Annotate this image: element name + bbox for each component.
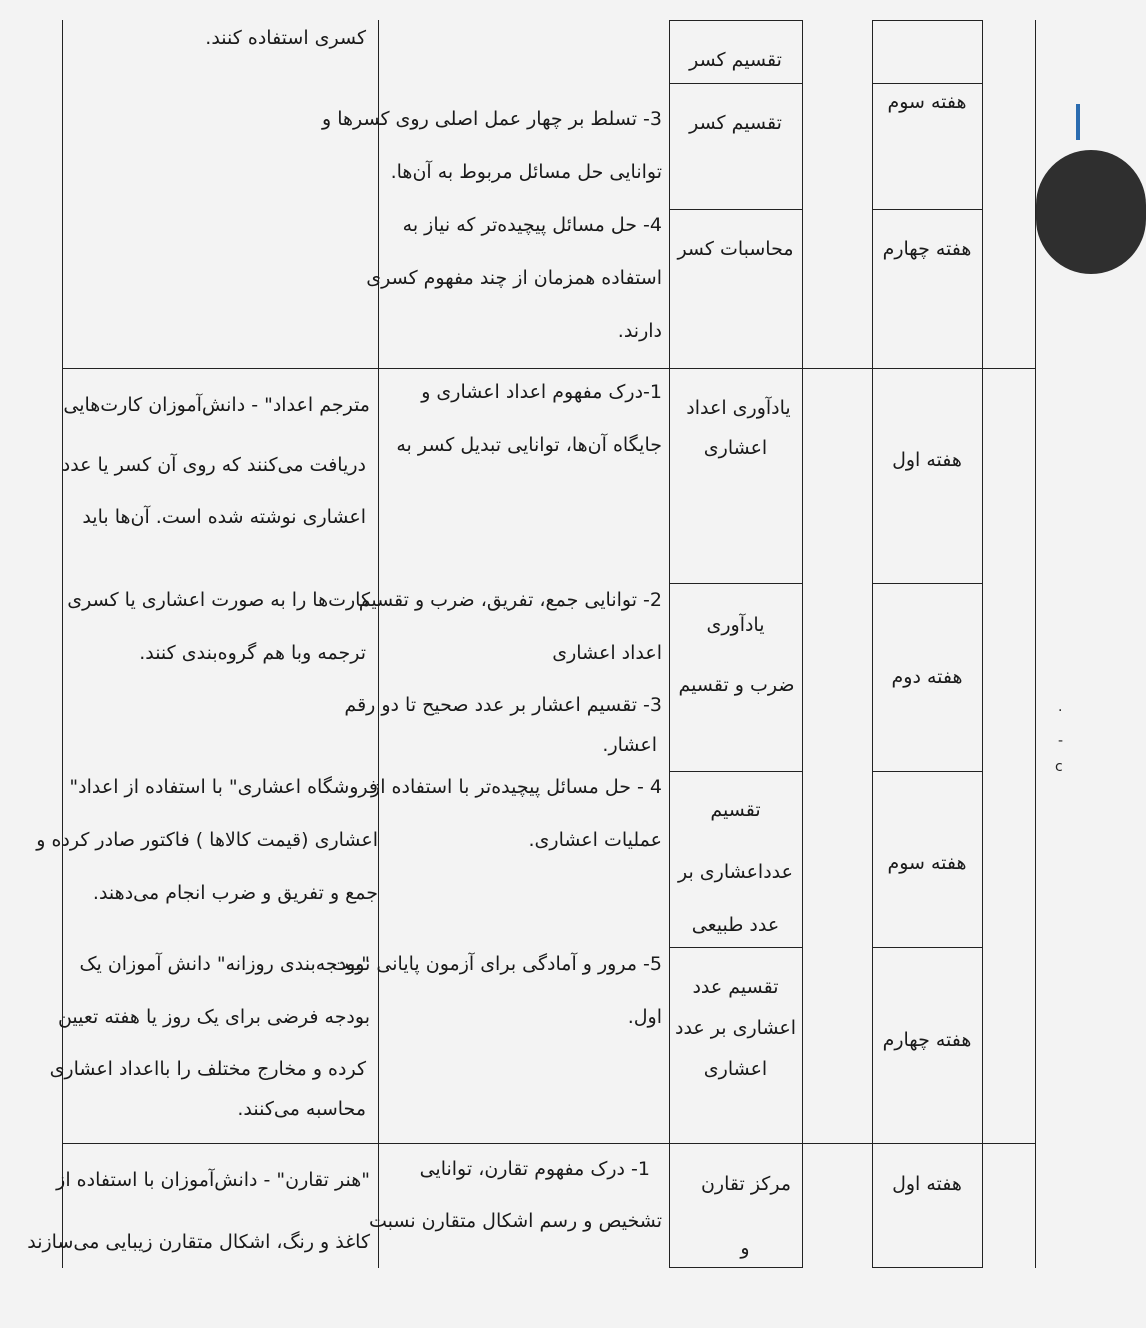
activity-line: دریافت می‌کنند که روی آن کسر یا عدد (61, 454, 366, 476)
topic-cell-text: تقسیم کسر (689, 49, 782, 71)
section-separator (62, 368, 1035, 369)
activity-line: بودجه فرضی برای یک روز یا هفته تعیین (57, 1006, 370, 1028)
margin-mark: c (1055, 759, 1063, 775)
activity-line: فروشگاه اعشاری" با استفاده از اعداد" (69, 776, 378, 798)
goal-line: 3- تسلط بر چهار عمل اصلی روی کسرها و (321, 108, 662, 130)
goal-line: اعشار. (602, 734, 657, 756)
column-divider-week (982, 20, 983, 1268)
topic-cell-text: تقسیم (710, 799, 761, 821)
goal-line: تشخیص و رسم اشکال متقارن نسبت (369, 1210, 662, 1232)
goal-line: عملیات اعشاری. (528, 829, 662, 851)
activity-cell-text: کسری استفاده کنند. (205, 27, 366, 49)
topic-cell-text: تقسیم کسر (689, 112, 782, 134)
column-divider-activity (378, 20, 379, 1268)
goal-line: 2- توانایی جمع، تفریق، ضرب و تقسیم (358, 589, 662, 611)
week-cell-border (872, 209, 982, 210)
topic-cell-text: مرکز تقارن (700, 1173, 792, 1195)
week-label: هفته سوم (887, 852, 967, 874)
activity-line: کاغذ و رنگ، اشکال متقارن زیبایی می‌سازند (27, 1231, 370, 1253)
column-divider-topic (802, 20, 803, 1268)
goal-line: اعداد اعشاری (552, 642, 662, 664)
activity-line: کارت‌ها را به صورت اعشاری یا کسری (67, 589, 370, 611)
activity-line: "هنر تقارن" - دانش‌آموزان با استفاده از (56, 1169, 370, 1191)
scrollbar-edge[interactable] (1076, 104, 1080, 140)
goal-line: 4- حل مسائل پیچیده‌تر که نیاز به (402, 214, 662, 236)
topic-cell-text: یادآوری (706, 614, 765, 636)
page-scroll-handle[interactable] (1036, 150, 1146, 274)
activity-line: محاسبه می‌کنند. (237, 1098, 366, 1120)
topic-cell-border (669, 83, 802, 84)
topic-cell-border (669, 1267, 802, 1268)
topic-cell-border (669, 583, 802, 584)
topic-cell-text: یادآوری اعداد (686, 397, 791, 419)
activity-line: کرده و مخارج مختلف را بااعداد اعشاری (49, 1058, 366, 1080)
week-cell-border (872, 20, 982, 21)
week-cell-border (872, 947, 982, 948)
topic-cell-text: اعشاری بر عدد (674, 1017, 797, 1039)
column-divider-empty (872, 20, 873, 1268)
topic-cell-border (669, 947, 802, 948)
activity-line: اعشاری نوشته شده است. آن‌ها باید (82, 506, 366, 528)
topic-cell-text: تقسیم عدد (692, 976, 779, 998)
goal-line: اول. (627, 1006, 662, 1028)
activity-line: "بودجه‌بندی روزانه" دانش آموزان یک (79, 953, 370, 975)
topic-cell-text: ضرب و تقسیم (678, 674, 795, 696)
activity-line: اعشاری (قیمت کالاها ) فاکتور صادر کرده و (36, 829, 378, 851)
goal-line: توانایی حل مسائل مربوط به آن‌ها. (390, 161, 662, 183)
goal-line: 5- مرور و آمادگی برای آزمون پایانی نوبت (331, 953, 662, 975)
goal-line: 1-درک مفهوم اعداد اعشاری و (421, 381, 662, 403)
topic-cell-text: عدداعشاری بر (678, 861, 793, 883)
topic-cell-border (669, 771, 802, 772)
goal-line: 1- درک مفهوم تقارن، توانایی (419, 1158, 650, 1180)
section-separator (62, 1143, 1035, 1144)
week-cell-border (872, 1267, 982, 1268)
goal-line: 4 - حل مسائل پیچیده‌تر با استفاده از (371, 776, 662, 798)
week-cell-border (872, 583, 982, 584)
activity-line: مترجم اعداد" - دانش‌آموزان کارت‌هایی (63, 394, 370, 416)
column-divider-goals (669, 20, 670, 1268)
goal-line: استفاده همزمان از چند مفهوم کسری (366, 267, 662, 289)
topic-cell-border (669, 209, 802, 210)
topic-cell-text: اعشاری (703, 437, 768, 459)
goal-line: دارند. (617, 320, 662, 342)
week-label: هفته سوم (887, 91, 967, 113)
topic-cell-text: و (740, 1237, 750, 1259)
goal-line: جایگاه آن‌ها، توانایی تبدیل کسر به (396, 434, 662, 456)
margin-mark: - (1058, 733, 1064, 749)
topic-cell-text: اعشاری (703, 1058, 768, 1080)
week-cell-border (872, 83, 982, 84)
week-label: هفته چهارم (882, 1029, 972, 1051)
week-label: هفته دوم (891, 666, 963, 688)
margin-mark: . (1058, 699, 1063, 715)
topic-cell-border (669, 20, 802, 21)
activity-line: ترجمه وبا هم گروه‌بندی کنند. (139, 642, 366, 664)
topic-cell-text: عدد طبیعی (691, 914, 780, 936)
topic-cell-text: محاسبات کسر (677, 238, 794, 260)
week-label: هفته چهارم (882, 238, 972, 260)
week-label: هفته اول (892, 449, 962, 471)
week-label: هفته اول (892, 1173, 962, 1195)
week-cell-border (872, 771, 982, 772)
activity-line: جمع و تفریق و ضرب انجام می‌دهند. (92, 882, 378, 904)
goal-line: 3- تقسیم اعشار بر عدد صحیح تا دو رقم (344, 694, 662, 716)
